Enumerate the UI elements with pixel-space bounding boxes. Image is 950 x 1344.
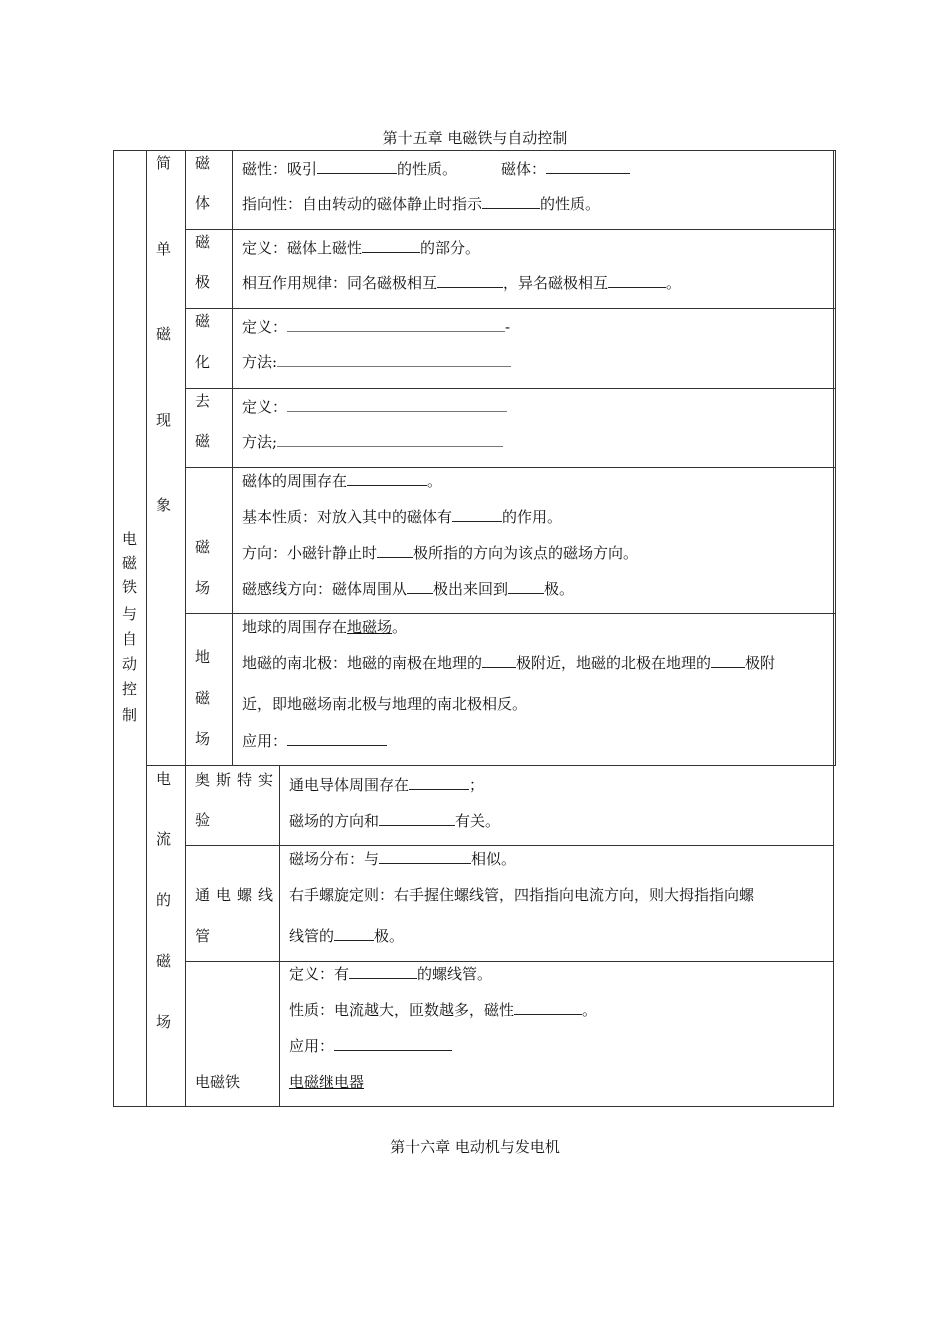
outer-label-char: 与: [122, 605, 138, 623]
upper-top-border-ext: [833, 150, 836, 151]
pole-definition-line: 定义：磁体上磁性 的部分。: [242, 239, 481, 257]
topic-label-earth: 磁: [195, 689, 211, 707]
section-label-simple: 单: [156, 240, 172, 258]
earth-poles-line-cont: 近，即地磁场南北极与地理的南北极相反。: [242, 695, 528, 713]
blank: [377, 543, 413, 558]
magnetize-method-line: 方法:: [242, 352, 511, 372]
blank: [452, 507, 502, 522]
earth-application-line: 应用：: [242, 731, 387, 751]
oersted-direction-line: 磁场的方向和 有关。: [289, 812, 501, 830]
earth-existence-line: 地球的周围存在地磁场。: [242, 618, 408, 636]
outer-label-char: 铁: [122, 578, 138, 596]
upper-right-border: [835, 150, 836, 765]
blank: [508, 579, 544, 594]
oersted-existence-line: 通电导体周围存在 ；: [289, 776, 485, 794]
solenoid-right-hand-rule-line: 右手螺旋定则：右手握住螺线管，四指指向电流方向，则大拇指指向螺: [289, 886, 755, 904]
section-label-simple: 磁: [156, 325, 172, 343]
topic-label-magnetize: 化: [195, 353, 211, 371]
section-label-simple: 象: [156, 496, 172, 514]
col-divider-2-upper: [185, 150, 186, 765]
topic-label-magnet: 体: [195, 194, 211, 212]
section-label-current: 磁: [156, 952, 172, 970]
blank: [334, 926, 374, 941]
blank: [349, 964, 417, 979]
outer-label-char: 自: [122, 630, 138, 648]
field-property-line: 基本性质：对放入其中的磁体有 的作用。: [242, 508, 563, 526]
demagnetize-definition-line: 定义：: [242, 397, 507, 417]
blank: [407, 579, 433, 594]
topic-label-pole: 极: [195, 273, 211, 291]
col-divider-1: [146, 150, 147, 1107]
demagnetize-method-line: 方法;: [242, 432, 503, 452]
blank: [482, 653, 516, 668]
magnet-direction-line: 指向性：自由转动的磁体静止时指示 的性质。: [242, 195, 601, 213]
row-divider: [185, 467, 836, 468]
col-divider-3-upper: [232, 150, 233, 765]
earth-poles-line: 地磁的南北极：地磁的南极在地理的 极附近，地磁的北极在地理的 极附: [242, 654, 776, 672]
blank: [287, 317, 505, 332]
topic-label-solenoid: 通电螺线: [195, 886, 280, 904]
row-divider: [185, 308, 836, 309]
section-label-current: 的: [156, 891, 172, 909]
topic-label-field: 场: [195, 579, 211, 597]
blank: [347, 471, 427, 486]
blank: [514, 1000, 582, 1015]
magnetize-definition-line: 定义： -: [242, 318, 511, 336]
electromagnet-relay-link: 电磁继电器: [289, 1073, 365, 1091]
blank: [711, 653, 745, 668]
blank: [277, 352, 511, 367]
electromagnet-definition-line: 定义：有 的螺线管。: [289, 965, 493, 983]
section-divider: [146, 765, 836, 766]
blank: [437, 273, 503, 288]
blank: [334, 1036, 452, 1051]
outer-label-char: 控: [122, 680, 138, 698]
blank: [379, 811, 455, 826]
blank: [277, 432, 503, 447]
section-label-current: 流: [156, 830, 172, 848]
topic-label-oersted: 奥斯特实: [195, 771, 280, 789]
magnet-property-line: 磁性：吸引 的性质。: [242, 160, 458, 178]
blank: [379, 849, 471, 864]
topic-label-electromagnet: 电磁铁: [195, 1073, 241, 1091]
topic-label-pole: 磁: [195, 233, 211, 251]
row-divider: [185, 613, 836, 614]
topic-label-earth: 场: [195, 730, 211, 748]
topic-label-solenoid: 管: [195, 927, 211, 945]
field-existence-line: 磁体的周围存在 。: [242, 472, 443, 490]
section-label-current: 场: [156, 1013, 172, 1031]
blank: [482, 194, 540, 209]
section-label-current: 电: [156, 770, 172, 788]
pole-interaction-line: 相互作用规律：同名磁极相互 ，异名磁极相互 。: [242, 274, 682, 292]
field-lines-direction-line: 磁感线方向：磁体周围从 极出来回到 极。: [242, 580, 575, 598]
outer-label-char: 磁: [122, 554, 138, 572]
topic-label-demagnetize: 去: [195, 392, 211, 410]
col-divider-2-lower: [185, 765, 186, 1107]
chapter-16-title: 第十六章 电动机与发电机: [390, 1138, 560, 1156]
row-divider: [185, 845, 834, 846]
magnet-body-line: 磁体：: [501, 159, 630, 179]
topic-label-magnetize: 磁: [195, 312, 211, 330]
blank: [546, 159, 630, 174]
solenoid-right-hand-rule-cont: 线管的 极。: [289, 927, 405, 945]
outer-label-char: 动: [122, 655, 138, 673]
topic-label-demagnetize: 磁: [195, 432, 211, 450]
topic-label-magnet: 磁: [195, 154, 211, 172]
chapter-15-title: 第十五章 电磁铁与自动控制: [382, 129, 568, 147]
blank: [287, 731, 387, 746]
topic-label-earth: 地: [195, 648, 211, 666]
row-divider: [185, 388, 836, 389]
row-divider: [185, 961, 834, 962]
field-direction-line: 方向：小磁针静止时 极所指的方向为该点的磁场方向。: [242, 544, 639, 562]
electromagnet-property-line: 性质：电流越大，匝数越多，磁性 。: [289, 1001, 598, 1019]
blank: [409, 775, 469, 790]
topic-label-field: 磁: [195, 538, 211, 556]
section-label-simple: 现: [156, 411, 172, 429]
section-label-simple: 简: [156, 154, 172, 172]
row-divider: [185, 229, 836, 230]
col-divider-3-lower: [279, 765, 280, 1107]
blank: [362, 238, 420, 253]
blank: [287, 397, 507, 412]
outer-label-char: 电: [122, 530, 138, 548]
topic-label-oersted: 验: [195, 811, 211, 829]
outer-label-char: 制: [122, 706, 138, 724]
solenoid-distribution-line: 磁场分布：与 相似。: [289, 850, 517, 868]
blank: [608, 273, 666, 288]
blank: [317, 159, 397, 174]
electromagnet-application-line: 应用：: [289, 1036, 452, 1056]
